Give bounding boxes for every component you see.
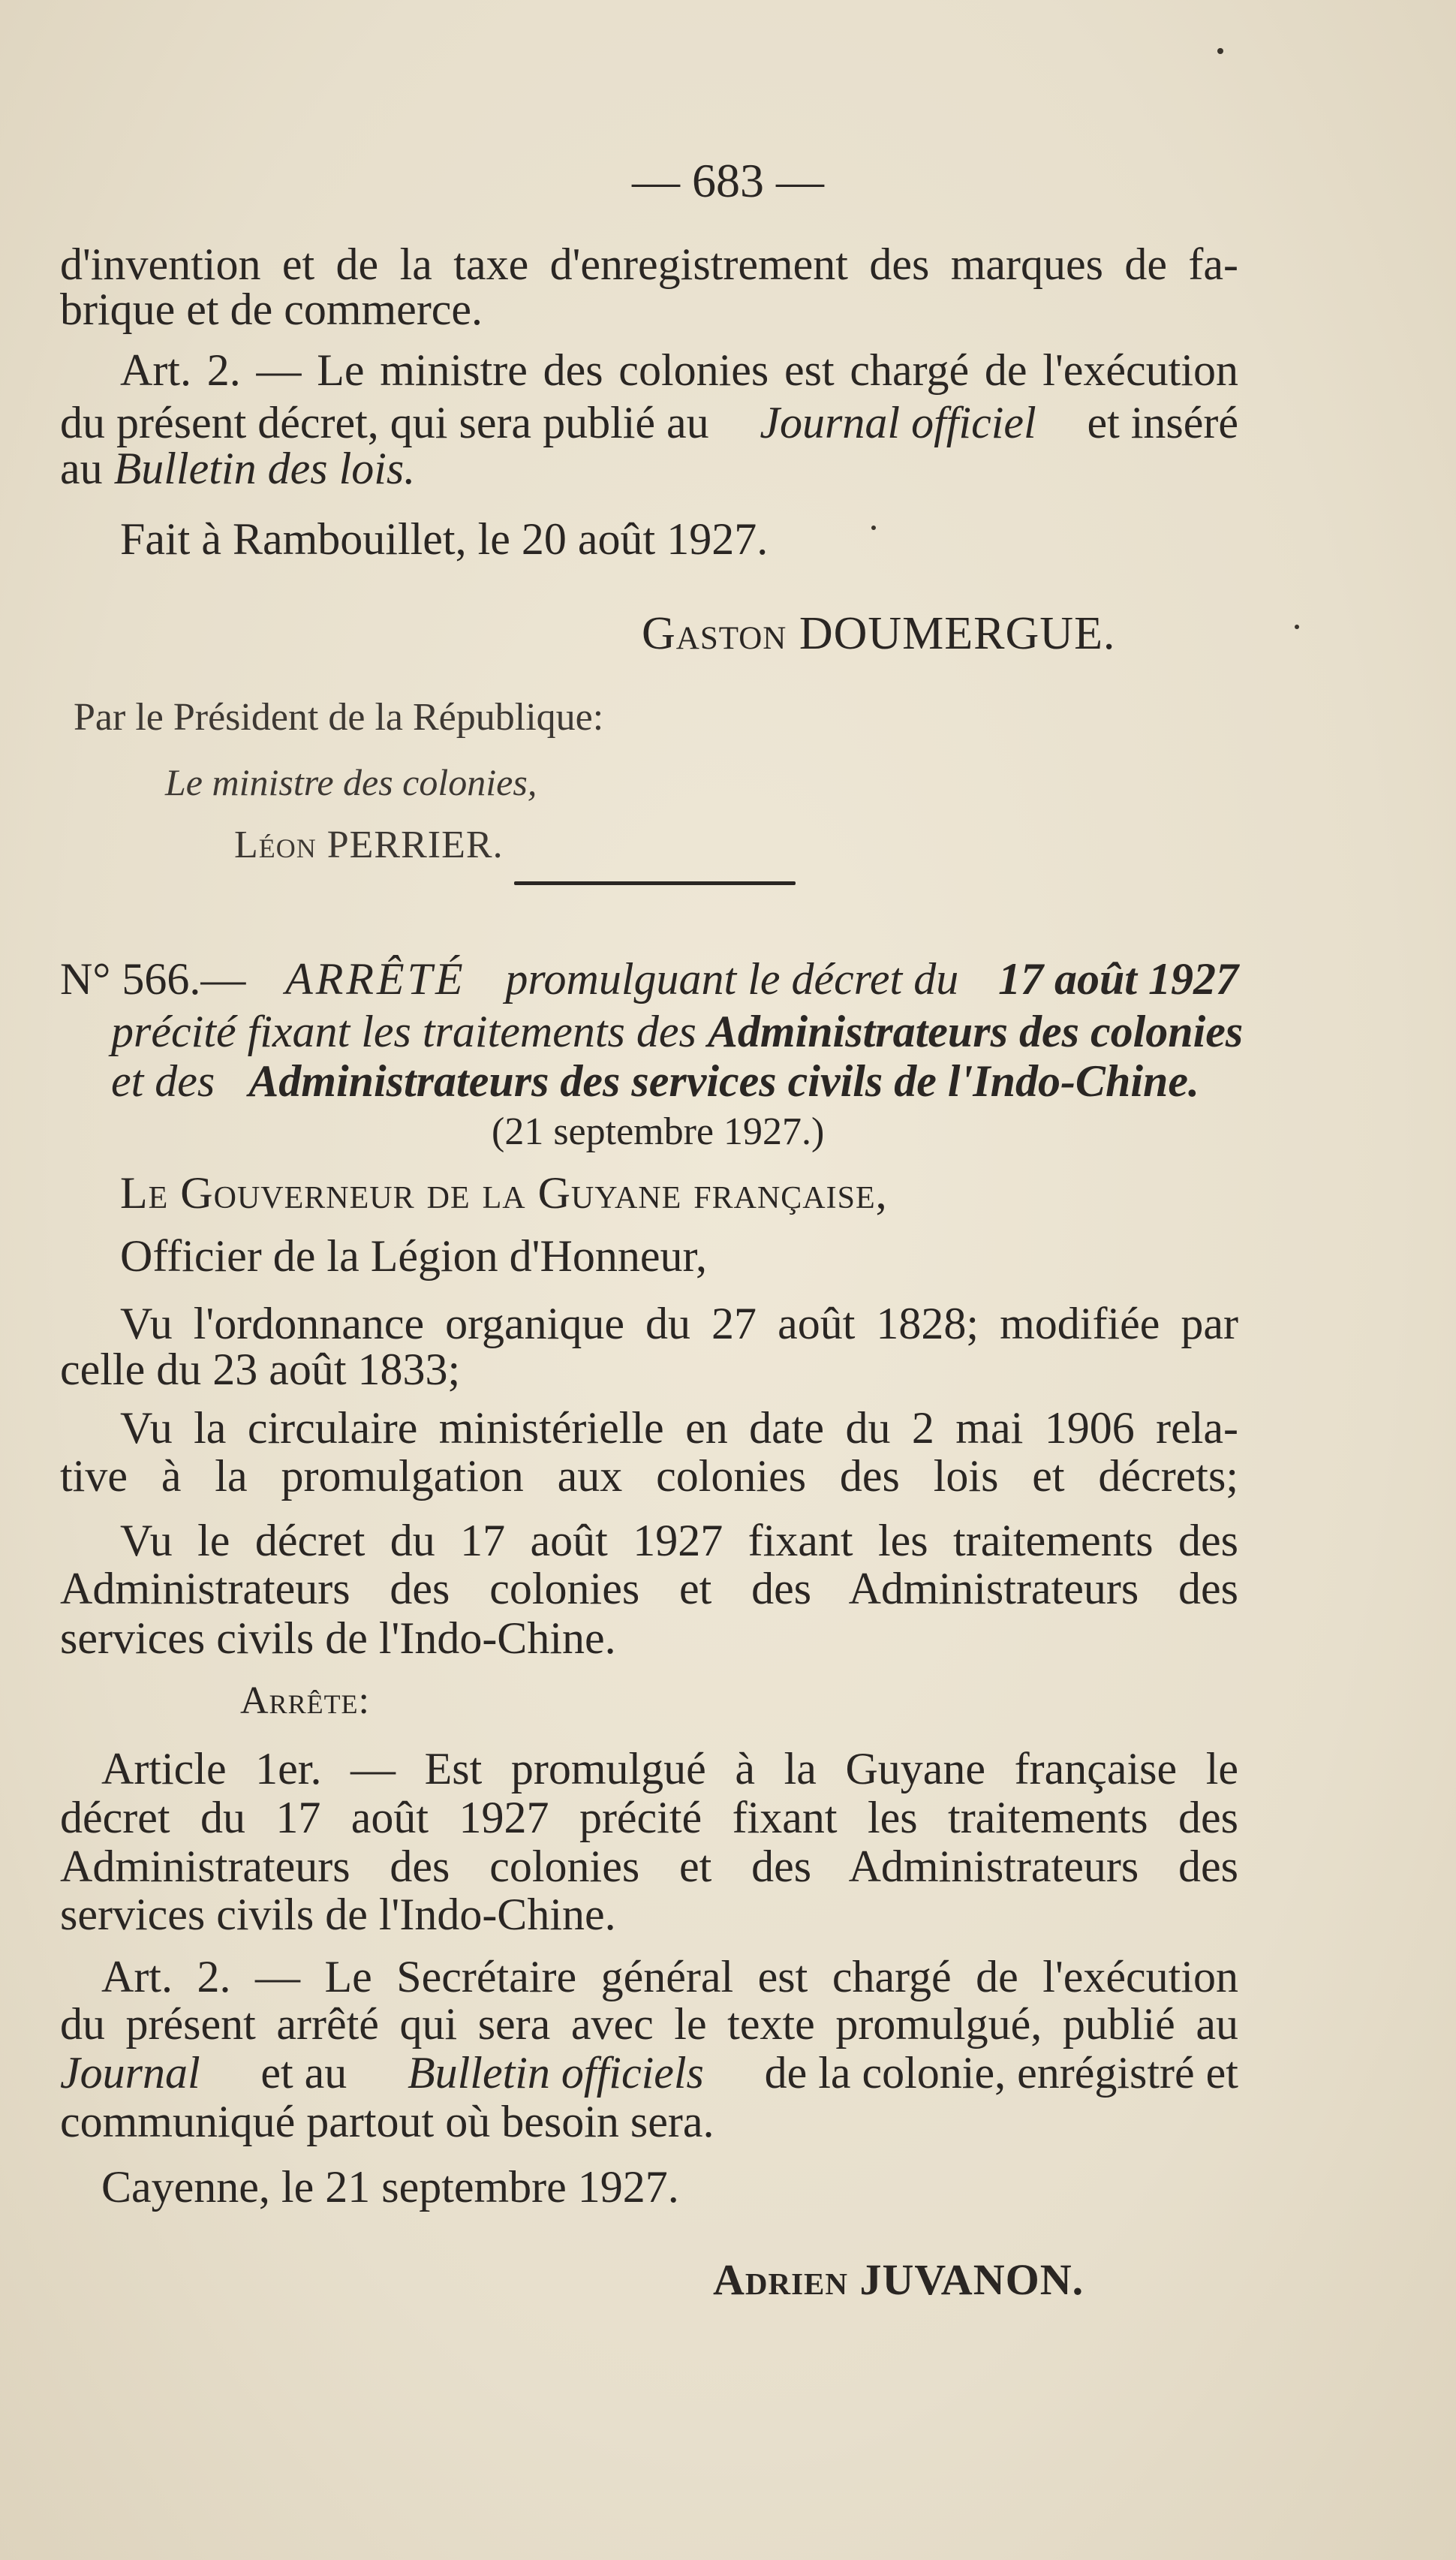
vu-line: services civils de l'Indo-Chine. [60, 1613, 616, 1663]
article1-line: décret du 17 août 1927 précité fixant les traitements des [60, 1793, 1238, 1842]
cayenne-line: Cayenne, le 21 septembre 1927. [101, 2162, 679, 2212]
text-run: au [60, 444, 114, 493]
ink-speck [871, 526, 876, 530]
arrete-word: ARRÊTÉ [285, 954, 466, 1004]
text-run: du présent décret, qui sera publié au [60, 398, 720, 447]
fait-line: Fait à Rambouillet, le 20 août 1927. [120, 514, 769, 564]
body-line: d'invention et de la taxe d'enregistrement des marques de fa- [60, 239, 1238, 289]
journal-title: Journal [60, 2048, 200, 2098]
arrete-title-line [60, 952, 1238, 1006]
arrete-number: N° 566.— [60, 954, 257, 1004]
arrete-date: (21 septembre 1927.) [492, 1110, 825, 1153]
arrete-subject-bold: Administrateurs des services civils de l'Indo-Chine. [248, 1056, 1199, 1106]
vu-line: celle du 23 août 1833; [60, 1345, 461, 1394]
arrete-subject: promulguant le décret du [494, 954, 970, 1004]
article2-line: Art. 2. — Le Secrétaire général est chargé de l'exécution [101, 1952, 1238, 2001]
arrete-subject: et des [111, 1056, 227, 1106]
ink-speck [1217, 48, 1223, 54]
arrete-subject-bold: Administrateurs des colonies [707, 1007, 1244, 1056]
vu-line: tive à la promulgation aux colonies des lois et décrets; [60, 1451, 1238, 1501]
vu-line: Vu la circulaire ministérielle en date du 2 mai 1906 rela- [120, 1403, 1238, 1453]
text-run: et inséré [1075, 398, 1238, 447]
body-line: brique et de commerce. [60, 285, 483, 334]
arrete-label: Arrête: [240, 1679, 370, 1722]
section-divider [514, 881, 796, 885]
bulletin-title: Bulletin officiels [407, 2048, 704, 2098]
par-president-line: Par le Président de la République: [74, 696, 604, 739]
text-run: et au [249, 2048, 359, 2098]
text-run: de la colonie, enrégistré et [753, 2048, 1238, 2098]
vu-line: Vu l'ordonnance organique du 27 août 1828; modifiée par [120, 1299, 1238, 1348]
journal-officiel-title: Journal officiel [760, 398, 1036, 447]
article1-line: Article 1er. — Est promulgué à la Guyane française le [101, 1744, 1238, 1794]
article2-line: communiqué partout où besoin sera. [60, 2097, 714, 2146]
body-line [60, 441, 415, 495]
bulletin-title: Bulletin des lois. [113, 444, 416, 493]
article1-line: Administrateurs des colonies et des Administrateurs des [60, 1842, 1238, 1891]
signature-perrier: Léon PERRIER. [234, 824, 504, 866]
gouverneur-text: Le Gouverneur de la Guyane française, [120, 1168, 888, 1218]
ink-speck [1295, 625, 1299, 629]
officier-line: Officier de la Légion d'Honneur, [120, 1231, 708, 1281]
arrete-title-line [111, 1004, 1244, 1059]
signature-juvanon: Adrien JUVANON. [713, 2255, 1084, 2304]
signature-doumergue: Gaston DOUMERGUE. [642, 608, 1116, 659]
ministre-title: Le ministre des colonies, [165, 761, 537, 803]
arrete-title-line [111, 1054, 1199, 1108]
vu-line: Vu le décret du 17 août 1927 fixant les traitements des [120, 1516, 1238, 1565]
article1-line: services civils de l'Indo-Chine. [60, 1890, 616, 1939]
vu-line: Administrateurs des colonies et des Administrateurs des [60, 1564, 1238, 1613]
decree-date: 17 août 1927 [997, 954, 1238, 1004]
article2-line: du présent arrêté qui sera avec le texte promulgué, publié au [60, 1999, 1238, 2049]
gouverneur-line [120, 1166, 888, 1220]
article2-line [60, 2046, 1238, 2100]
body-line: Art. 2. — Le ministre des colonies est chargé de l'exécution [120, 345, 1238, 395]
arrete-subject: précité fixant les traitements des [111, 1007, 708, 1056]
page-number: — 683 — [632, 154, 824, 207]
